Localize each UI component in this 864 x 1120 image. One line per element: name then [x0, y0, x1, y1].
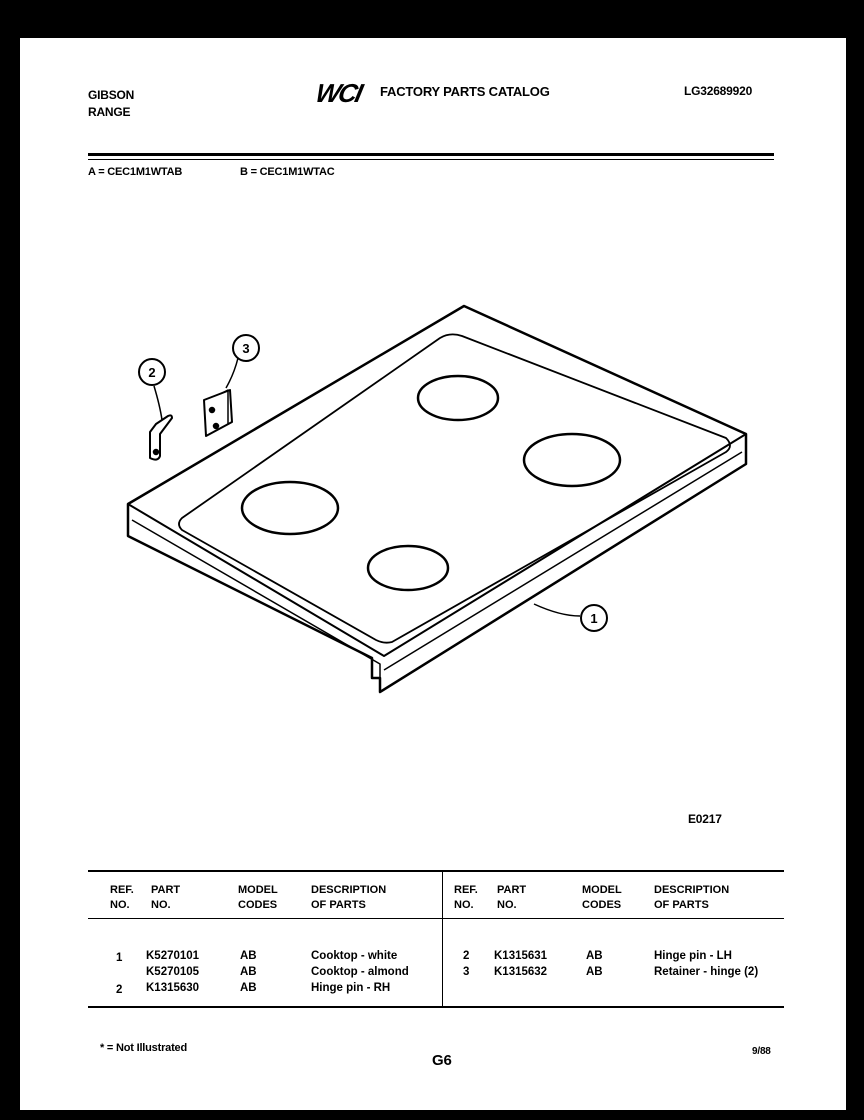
callout-label-1: 1 [590, 611, 598, 626]
header-description: DESCRIPTION OF PARTS [311, 884, 387, 911]
header-ref-no: REF. NO. [110, 884, 134, 911]
row-part-no: K5270105 [146, 966, 200, 978]
header-part-no: PART NO. [151, 884, 181, 911]
table-bottom-rule [88, 1006, 784, 1008]
row-model-codes: AB [240, 982, 257, 994]
header-model-codes: MODEL CODES [238, 884, 278, 911]
revision-date: 9/88 [752, 1046, 771, 1057]
cooktop-outline [128, 306, 746, 692]
header-description-right: DESCRIPTION OF PARTS [654, 884, 730, 911]
page-number: G6 [432, 1052, 452, 1069]
row-model-codes: AB [586, 950, 603, 962]
model-a-label: A = CEC1M1WTAB [88, 166, 183, 178]
header-ref-no-right: REF. NO. [454, 884, 478, 911]
row-ref: 1 [116, 952, 123, 964]
row-ref: 3 [463, 966, 470, 978]
row-description: Hinge pin - LH [654, 950, 732, 962]
row-model-codes: AB [240, 966, 257, 978]
header-model-codes-right: MODEL CODES [582, 884, 622, 911]
row-ref: 2 [463, 950, 470, 962]
row-part-no: K1315632 [494, 966, 548, 978]
table-column-divider [442, 872, 443, 1006]
row-description: Retainer - hinge (2) [654, 966, 759, 978]
row-part-no: K1315630 [146, 982, 200, 994]
row-description: Hinge pin - RH [311, 982, 391, 994]
row-ref: 2 [116, 984, 123, 996]
product-type: RANGE [88, 105, 131, 119]
row-description: Cooktop - almond [311, 966, 409, 978]
row-part-no: K5270101 [146, 950, 200, 962]
header-part-no-right: PART NO. [497, 884, 527, 911]
model-b-label: B = CEC1M1WTAC [240, 166, 335, 178]
figure-code: E0217 [688, 812, 722, 826]
not-illustrated-note: * = Not Illustrated [100, 1042, 187, 1054]
callout-label-3: 3 [242, 341, 250, 356]
callout-leader-3 [226, 358, 238, 388]
row-model-codes: AB [586, 966, 603, 978]
row-part-no: K1315631 [494, 950, 548, 962]
row-description: Cooktop - white [311, 950, 398, 962]
table-header-rule [88, 918, 784, 919]
wci-logo: WCI [312, 78, 364, 108]
callout-label-2: 2 [148, 365, 156, 380]
catalog-page [20, 38, 846, 1110]
catalog-title: FACTORY PARTS CATALOG [380, 84, 550, 99]
callout-leader-1 [534, 604, 580, 616]
table-top-rule [88, 870, 784, 872]
catalog-number: LG32689920 [684, 84, 753, 98]
row-model-codes: AB [240, 950, 257, 962]
callout-leader-2 [154, 386, 162, 420]
brand-name: GIBSON [88, 88, 135, 102]
